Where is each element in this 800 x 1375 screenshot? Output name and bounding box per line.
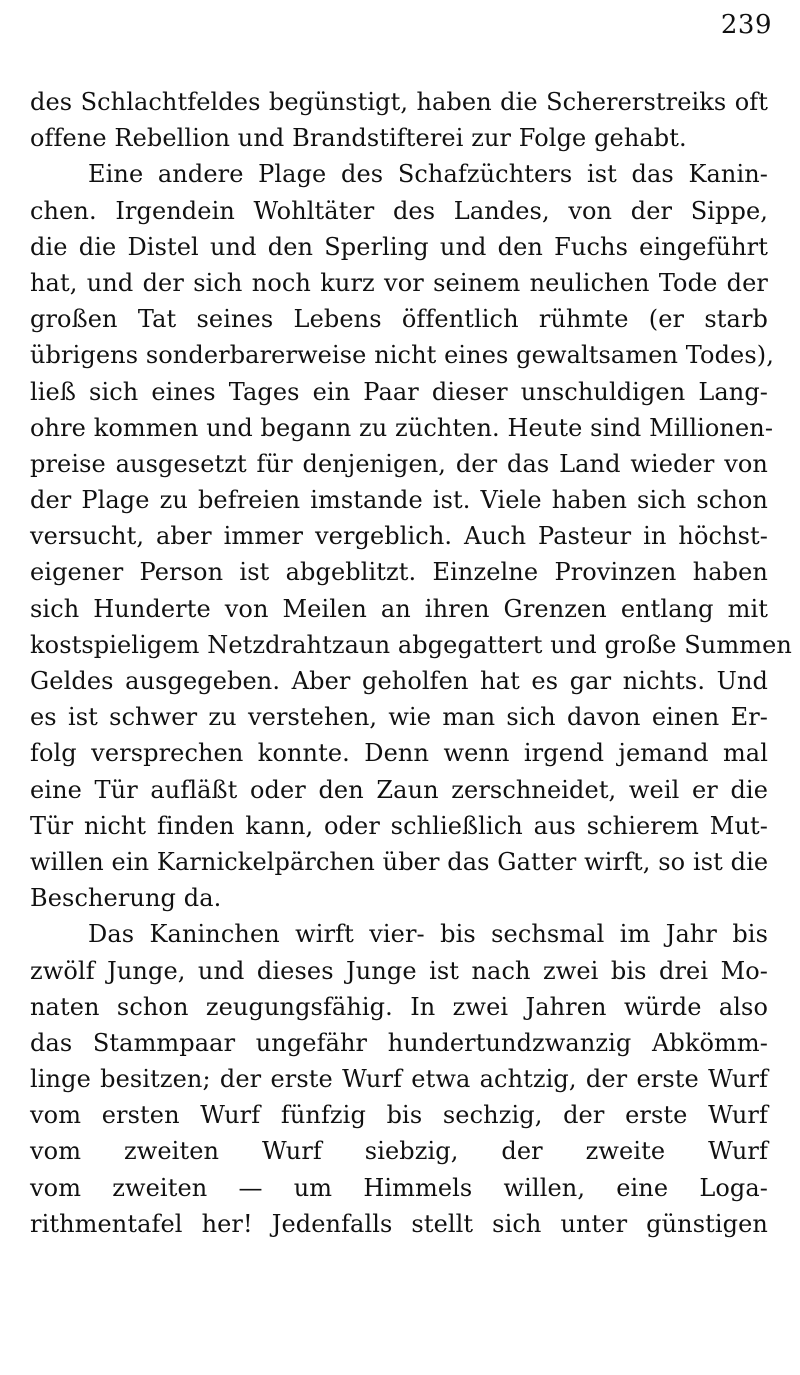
text-line: der Plage zu befreien imstande ist. Viele haben sich schon xyxy=(30,486,768,515)
paragraph xyxy=(30,84,768,156)
paragraph xyxy=(30,916,768,1242)
text-line: des Schlachtfeldes begünstigt, haben die Schererstreiks oft xyxy=(30,88,768,116)
text-line: Bescherung da. xyxy=(30,884,222,913)
text-line: es ist schwer zu verstehen, wie man sich davon einen Er- xyxy=(30,703,768,732)
text-line: kostspieligem Netzdrahtzaun abgegattert und große Summen xyxy=(30,630,792,659)
text-line: preise ausgesetzt für denjenigen, der das Land wieder von xyxy=(30,449,768,478)
text-line: folg versprechen konnte. Denn wenn irgend jemand mal xyxy=(30,739,768,768)
text-line: linge besitzen; der erste Wurf etwa achtzig, der erste Wurf xyxy=(30,1065,768,1094)
text-line: sich Hunderte von Meilen an ihren Grenzen entlang mit xyxy=(30,594,768,623)
text-line: hat, und der sich noch kurz vor seinem neulichen Tode der xyxy=(30,268,768,297)
text-line: vom ersten Wurf fünfzig bis sechzig, der erste Wurf xyxy=(30,1101,768,1130)
text-line: zwölf Junge, und dieses Junge ist nach zwei bis drei Mo- xyxy=(30,956,768,985)
text-line: die die Distel und den Sperling und den Fuchs eingeführt xyxy=(30,232,768,261)
text-line: vom zweiten Wurf siebzig, der zweite Wurf xyxy=(30,1137,768,1166)
text-line: versucht, aber immer vergeblich. Auch Pasteur in höchst- xyxy=(30,522,768,551)
text-line: chen. Irgendein Wohltäter des Landes, von der Sippe, xyxy=(30,196,768,225)
text-line: Tür nicht finden kann, oder schließlich aus schierem Mut- xyxy=(30,811,768,840)
text-line: ohre kommen und begann zu züchten. Heute sind Millionen- xyxy=(30,413,774,442)
page-number: 239 xyxy=(720,10,772,40)
text-line: vom zweiten — um Himmels willen, eine Loga- xyxy=(30,1173,768,1202)
paragraph xyxy=(30,156,792,916)
text-line: offene Rebellion und Brandstifterei zur Folge gehabt. xyxy=(30,124,687,153)
body-text xyxy=(30,84,792,1242)
text-line: naten schon zeugungsfähig. In zwei Jahren würde also xyxy=(30,992,768,1021)
text-line: das Stammpaar ungefähr hundertundzwanzig Abkömm- xyxy=(30,1028,768,1057)
text-line: Eine andere Plage des Schafzüchters ist das Kanin- xyxy=(88,160,768,189)
text-line: eigener Person ist abgeblitzt. Einzelne Provinzen haben xyxy=(30,558,768,587)
text-line: Geldes ausgegeben. Aber geholfen hat es gar nichts. Und xyxy=(30,667,768,695)
text-line: eine Tür aufläßt oder den Zaun zerschneidet, weil er die xyxy=(30,775,768,804)
text-line: rithmentafel her! Jedenfalls stellt sich unter günstigen xyxy=(30,1209,768,1238)
text-line: willen ein Karnickelpärchen über das Gatter wirft, so ist die xyxy=(30,847,769,876)
text-line: Das Kaninchen wirft vier- bis sechsmal im Jahr bis xyxy=(88,920,768,949)
text-line: ließ sich eines Tages ein Paar dieser unschuldigen Lang- xyxy=(30,377,768,406)
text-line: großen Tat seines Lebens öffentlich rühmte (er starb xyxy=(30,305,768,334)
text-line: übrigens sonderbarerweise nicht eines gewaltsamen Todes), xyxy=(30,341,774,370)
